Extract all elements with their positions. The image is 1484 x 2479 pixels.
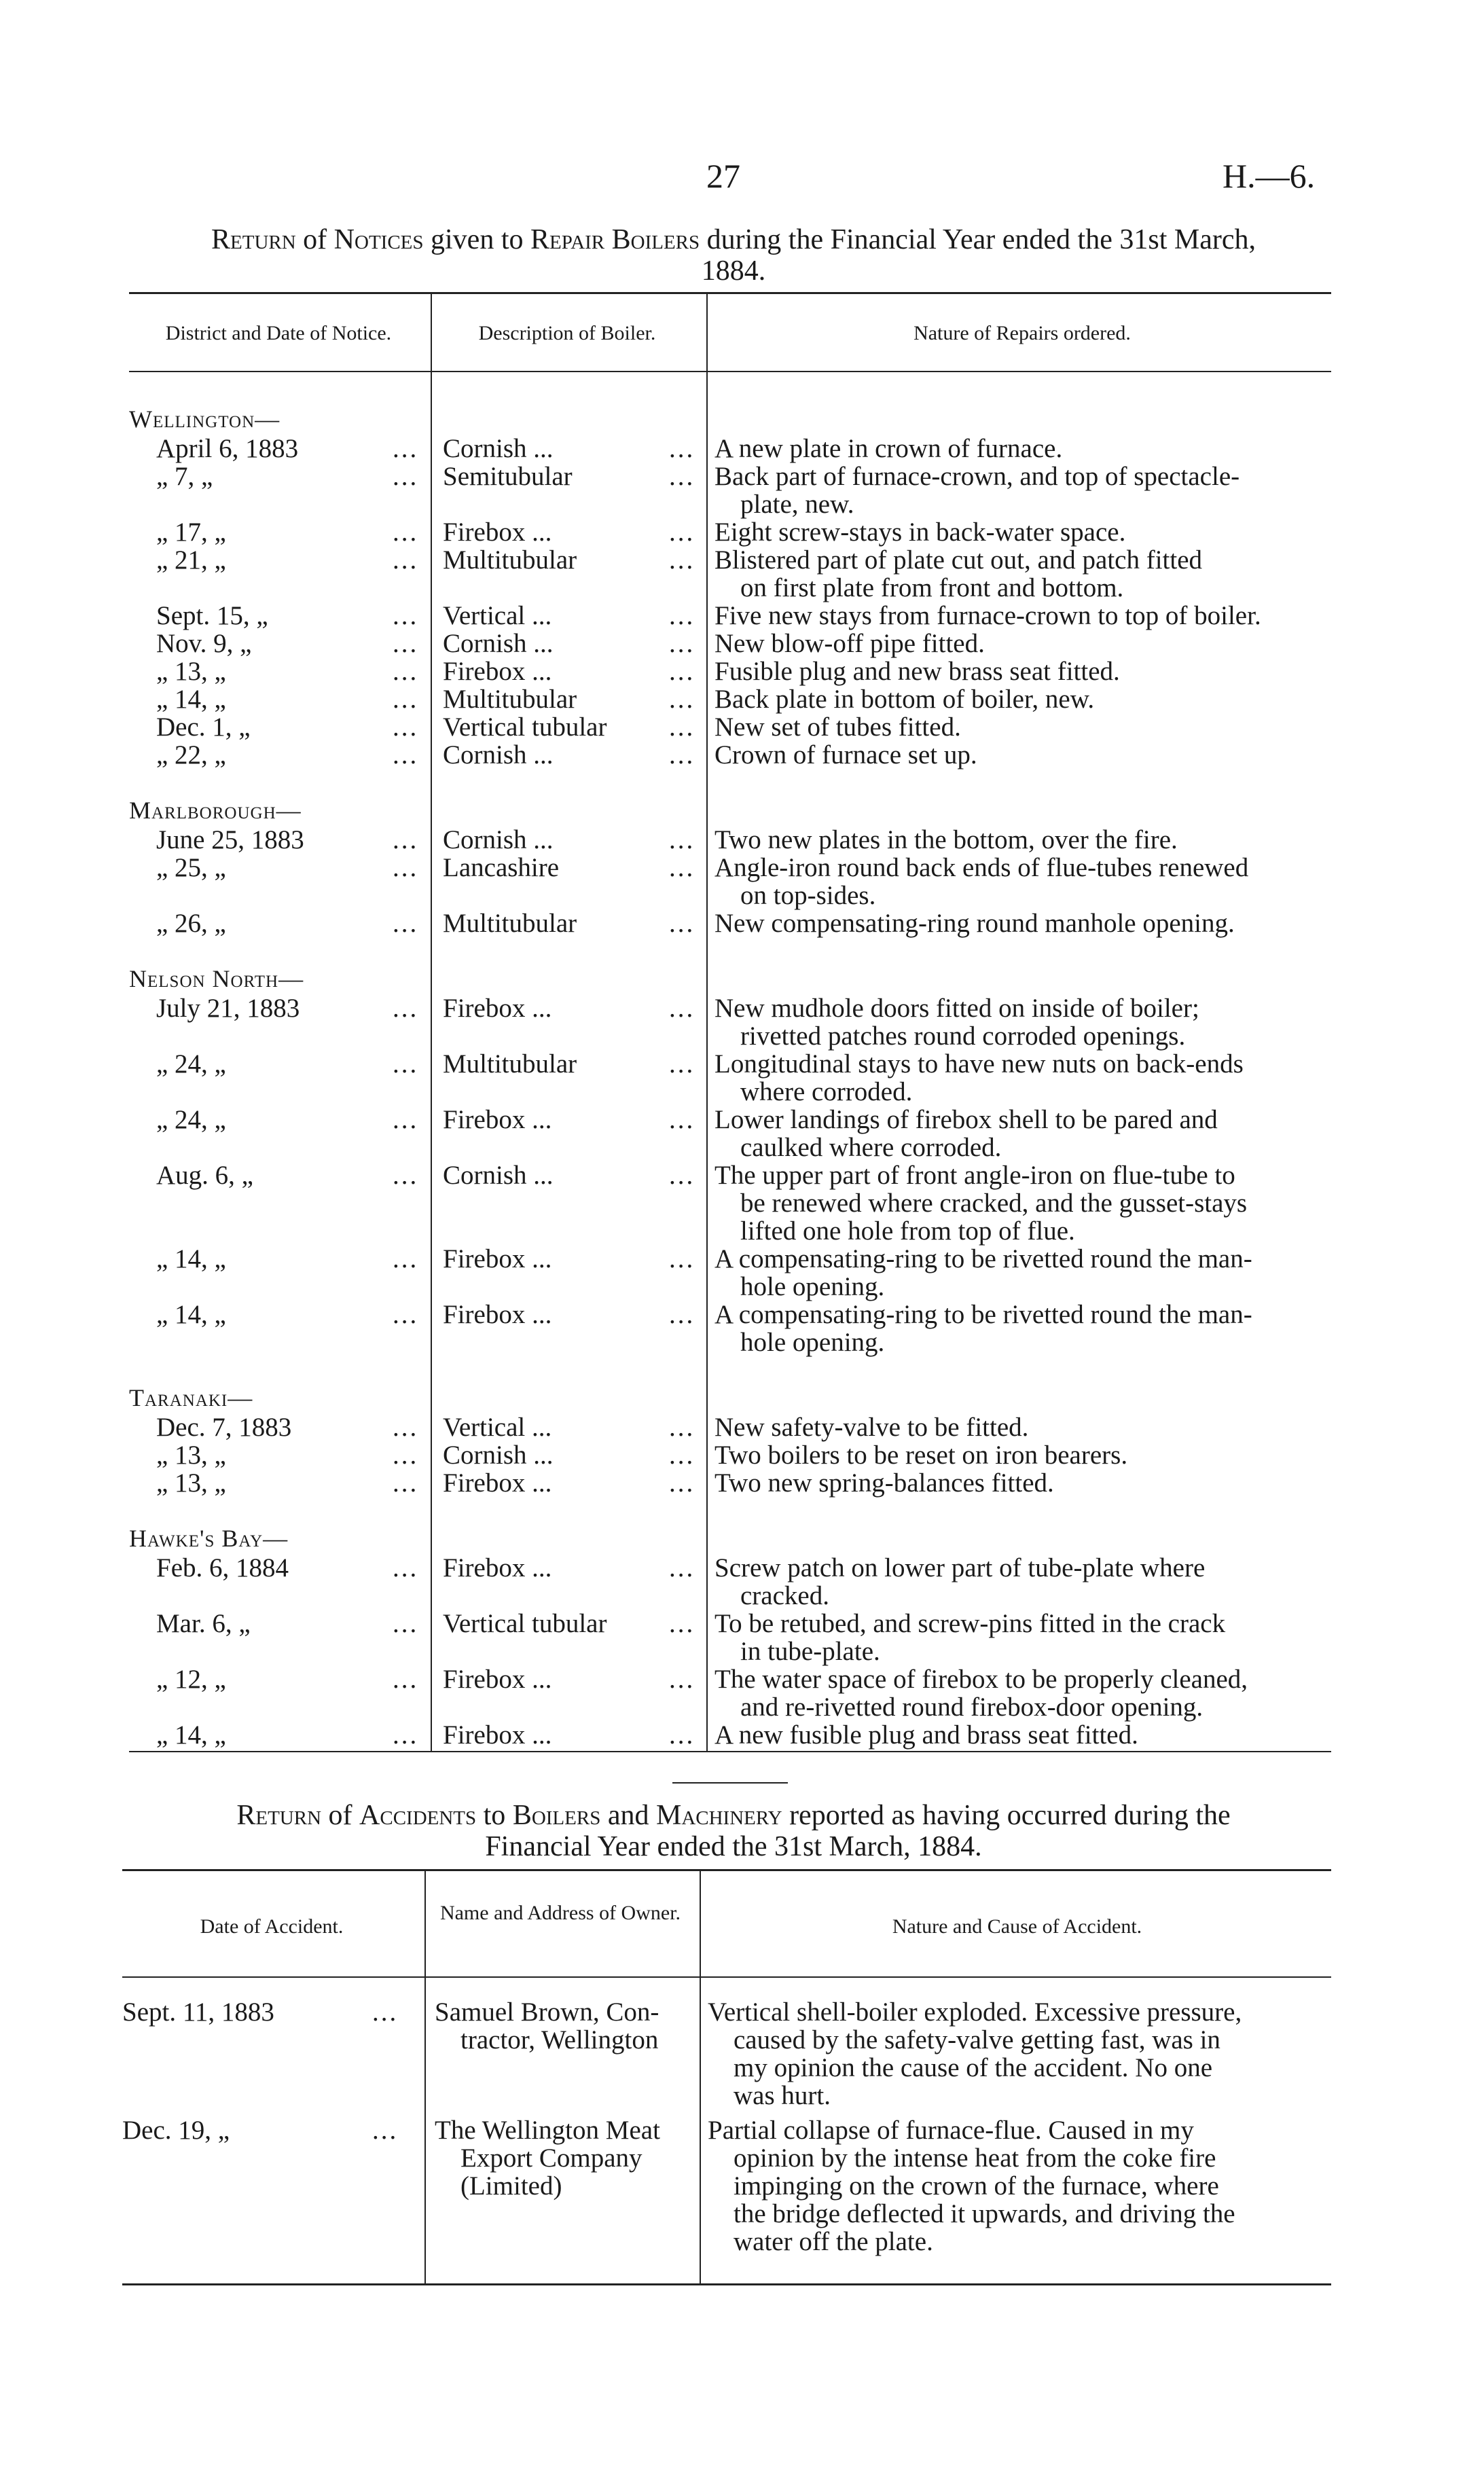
leader-dots: ... xyxy=(393,545,419,575)
repair-text-line: hole opening. xyxy=(740,1272,885,1301)
boiler-type: Multitubular xyxy=(443,545,577,575)
leader-dots: ... xyxy=(393,1049,419,1079)
notice-date: July 21, 1883 xyxy=(156,994,300,1023)
repair-description xyxy=(714,657,1331,685)
repair-description xyxy=(714,1610,1331,1665)
notice-date: „ 17, „ xyxy=(156,518,226,547)
notice-date: „ 25, „ xyxy=(156,853,226,882)
repair-description xyxy=(714,1721,1331,1749)
repair-description xyxy=(714,854,1331,909)
title-year: 1884. xyxy=(701,255,766,287)
repair-text-line: in tube-plate. xyxy=(740,1637,880,1666)
boiler-type: Multitubular xyxy=(443,909,577,938)
cause-text-line: caused by the safety-valve getting fast, was in xyxy=(734,2025,1220,2055)
owner-text-line: tractor, Wellington xyxy=(460,2025,659,2055)
repair-text-line: Blistered part of plate cut out, and patch fitted xyxy=(714,545,1203,575)
notice-date: April 6, 1883 xyxy=(156,434,299,463)
repair-text-line: Two boilers to be reset on iron bearers. xyxy=(714,1441,1128,1470)
leader-dots: ... xyxy=(669,1105,695,1134)
repair-text-line: Back plate in bottom of boiler, new. xyxy=(714,685,1095,714)
leader-dots: ... xyxy=(393,1609,419,1638)
notice-date: Sept. 15, „ xyxy=(156,601,268,630)
leader-dots: ... xyxy=(669,853,695,882)
notice-date: „ 13, „ xyxy=(156,1441,226,1470)
boiler-type: Firebox ... xyxy=(443,1300,552,1329)
repair-description xyxy=(714,1554,1331,1610)
cause-text-line: was hurt. xyxy=(734,2081,831,2110)
leader-dots: ... xyxy=(393,853,419,882)
leader-dots: ... xyxy=(393,1244,419,1273)
col-header-repairs: Nature of Repairs ordered. xyxy=(913,322,1131,344)
repair-text-line: Eight screw-stays in back-water space. xyxy=(714,518,1126,547)
leader-dots: ... xyxy=(669,825,695,854)
owner-name-address xyxy=(435,1998,696,2054)
column-divider xyxy=(706,292,708,1752)
title-word: to xyxy=(476,1800,513,1831)
leader-dots: ... xyxy=(669,601,695,630)
repair-text-line: Back part of furnace-crown, and top of spectacle- xyxy=(714,462,1240,491)
repair-description xyxy=(714,546,1331,602)
repair-text-line: New safety-valve to be fitted. xyxy=(714,1413,1029,1442)
title-word: Accidents xyxy=(359,1800,477,1831)
repair-text-line: Five new stays from furnace-crown to top of boiler. xyxy=(714,601,1261,630)
cause-text-line: my opinion the cause of the accident. No one xyxy=(734,2053,1213,2082)
owner-text-line: Export Company xyxy=(460,2143,643,2173)
leader-dots: ... xyxy=(669,1049,695,1079)
title-word: Return xyxy=(236,1800,322,1831)
acc-header-rule xyxy=(122,1976,1331,1978)
cause-text-line: opinion by the intense heat from the coke fire xyxy=(734,2143,1216,2173)
column-divider xyxy=(700,1869,701,2283)
district-heading: Marlborough— xyxy=(129,797,302,824)
leader-dots: ... xyxy=(669,685,695,714)
boiler-type: Semitubular xyxy=(443,462,573,491)
repair-description xyxy=(714,1106,1331,1161)
repair-description xyxy=(714,1469,1331,1497)
notice-date: „ 14, „ xyxy=(156,685,226,714)
notice-date: „ 24, „ xyxy=(156,1105,226,1134)
boiler-type: Cornish ... xyxy=(443,1441,554,1470)
repair-description xyxy=(714,1161,1331,1245)
leader-dots: ... xyxy=(669,1553,695,1582)
leader-dots: ... xyxy=(669,545,695,575)
boiler-type: Firebox ... xyxy=(443,1105,552,1134)
repair-description xyxy=(714,602,1331,630)
leader-dots: ... xyxy=(669,462,695,491)
repair-description xyxy=(714,1441,1331,1469)
col-header-date: District and Date of Notice. xyxy=(165,322,392,344)
title-subline: Financial Year ended the 31st March, 1884. xyxy=(485,1831,982,1862)
notice-date: „ 13, „ xyxy=(156,1468,226,1498)
boiler-type: Firebox ... xyxy=(443,1665,552,1694)
leader-dots: ... xyxy=(669,1413,695,1442)
leader-dots: ... xyxy=(393,1105,419,1134)
title-word: of xyxy=(295,224,334,255)
repair-text-line: The water space of firebox to be properly cleaned, xyxy=(714,1665,1248,1694)
boiler-type: Cornish ... xyxy=(443,740,554,770)
table-bottom-rule xyxy=(129,1751,1331,1752)
leader-dots: ... xyxy=(393,518,419,547)
district-heading: Taranaki— xyxy=(129,1384,253,1411)
leader-dots: ... xyxy=(393,657,419,686)
boiler-type: Lancashire xyxy=(443,853,560,882)
repair-description xyxy=(714,463,1331,518)
leader-dots: ... xyxy=(393,629,419,658)
repair-text-line: where corroded. xyxy=(740,1077,913,1106)
title-word: Notices xyxy=(333,224,424,255)
title-word: Boilers xyxy=(512,1800,601,1831)
accident-cause xyxy=(708,1998,1331,2110)
notice-date: Dec. 7, 1883 xyxy=(156,1413,292,1442)
title-word: of xyxy=(321,1800,360,1831)
title-word: Machinery xyxy=(655,1800,782,1831)
accident-date: Sept. 11, 1883 xyxy=(122,1997,274,2027)
repair-description xyxy=(714,994,1331,1050)
leader-dots: ... xyxy=(393,1665,419,1694)
leader-dots: ... xyxy=(669,434,695,463)
leader-dots: ... xyxy=(393,1413,419,1442)
repair-text-line: New blow-off pipe fitted. xyxy=(714,629,985,658)
leader-dots: ... xyxy=(669,629,695,658)
district-heading: Wellington— xyxy=(129,405,280,433)
boiler-type: Multitubular xyxy=(443,685,577,714)
boiler-type: Vertical tubular xyxy=(443,1609,607,1638)
repair-text-line: on first plate from front and bottom. xyxy=(740,573,1124,602)
leader-dots: ... xyxy=(393,712,419,742)
repair-text-line: A compensating-ring to be rivetted round the man- xyxy=(714,1244,1252,1273)
notice-date: „ 21, „ xyxy=(156,545,226,575)
repair-text-line: rivetted patches round corroded openings. xyxy=(740,1021,1186,1051)
boiler-type: Vertical ... xyxy=(443,1413,552,1442)
leader-dots: ... xyxy=(393,1468,419,1498)
repair-description xyxy=(714,1665,1331,1721)
cause-text-line: water off the plate. xyxy=(734,2227,933,2256)
owner-name-address xyxy=(435,2116,696,2200)
repair-text-line: To be retubed, and screw-pins fitted in the crack xyxy=(714,1609,1226,1638)
column-divider xyxy=(431,292,432,1752)
col-header-boiler: Description of Boiler. xyxy=(478,322,656,344)
repair-description xyxy=(714,741,1331,769)
notice-date: Dec. 1, „ xyxy=(156,712,251,742)
title-word: Repair Boilers xyxy=(530,224,700,255)
leader-dots: ... xyxy=(669,1300,695,1329)
title-word: during the Financial Year ended the 31st March, xyxy=(700,224,1256,255)
document-reference: H.—6. xyxy=(1223,157,1316,195)
notice-date: „ 14, „ xyxy=(156,1720,226,1750)
repair-description xyxy=(714,1301,1331,1356)
repair-text-line: A new fusible plug and brass seat fitted. xyxy=(714,1720,1138,1750)
notice-date: „ 14, „ xyxy=(156,1244,226,1273)
cause-text-line: Partial collapse of furnace-flue. Caused in my xyxy=(708,2116,1194,2145)
title-word: and xyxy=(600,1800,656,1831)
district-heading: Hawke's Bay— xyxy=(129,1525,289,1552)
cause-text-line: Vertical shell-boiler exploded. Excessive pressure, xyxy=(708,1997,1242,2027)
repair-description xyxy=(714,1245,1331,1301)
repair-text-line: New set of tubes fitted. xyxy=(714,712,961,742)
repair-text-line: The upper part of front angle-iron on flue-tube to xyxy=(714,1161,1235,1190)
repair-text-line: Fusible plug and new brass seat fitted. xyxy=(714,657,1120,686)
notice-date: „ 7, „ xyxy=(156,462,213,491)
boiler-type: Firebox ... xyxy=(443,1553,552,1582)
accident-cause xyxy=(708,2116,1331,2256)
notice-date: „ 26, „ xyxy=(156,909,226,938)
leader-dots: ... xyxy=(393,434,419,463)
repair-description xyxy=(714,826,1331,854)
cause-text-line: the bridge deflected it upwards, and driving the xyxy=(734,2199,1235,2228)
notice-date: Aug. 6, „ xyxy=(156,1161,253,1190)
repair-text-line: Two new plates in the bottom, over the fire. xyxy=(714,825,1178,854)
leader-dots: ... xyxy=(372,1997,399,2027)
repair-description xyxy=(714,1413,1331,1441)
notice-date: „ 22, „ xyxy=(156,740,226,770)
repair-text-line: cracked. xyxy=(740,1581,829,1610)
repair-text-line: be renewed where cracked, and the gusset-stays xyxy=(740,1189,1248,1218)
notice-date: „ 12, „ xyxy=(156,1665,226,1694)
notice-date: „ 13, „ xyxy=(156,657,226,686)
owner-text-line: (Limited) xyxy=(460,2171,562,2201)
leader-dots: ... xyxy=(393,1553,419,1582)
acc-header-cause: Nature and Cause of Accident. xyxy=(892,1915,1142,1938)
boiler-type: Firebox ... xyxy=(443,518,552,547)
leader-dots: ... xyxy=(669,518,695,547)
cause-text-line: impinging on the crown of the furnace, where xyxy=(734,2171,1219,2201)
repair-text-line: Two new spring-balances fitted. xyxy=(714,1468,1054,1498)
page-number: 27 xyxy=(706,157,740,195)
leader-dots: ... xyxy=(669,909,695,938)
leader-dots: ... xyxy=(372,2116,399,2145)
accident-date: Dec. 19, „ xyxy=(122,2116,230,2145)
boiler-type: Multitubular xyxy=(443,1049,577,1079)
leader-dots: ... xyxy=(393,1300,419,1329)
leader-dots: ... xyxy=(393,1441,419,1470)
boiler-type: Firebox ... xyxy=(443,1244,552,1273)
leader-dots: ... xyxy=(393,740,419,770)
repair-description xyxy=(714,518,1331,546)
repair-description xyxy=(714,909,1331,937)
boiler-type: Vertical tubular xyxy=(443,712,607,742)
repair-text-line: Longitudinal stays to have new nuts on back-ends xyxy=(714,1049,1244,1079)
leader-dots: ... xyxy=(669,1609,695,1638)
table-top-rule xyxy=(129,292,1331,294)
repair-text-line: A new plate in crown of furnace. xyxy=(714,434,1063,463)
acc-header-owner: Name and Address of Owner. xyxy=(439,1902,681,1924)
repair-description xyxy=(714,630,1331,657)
leader-dots: ... xyxy=(393,909,419,938)
repair-text-line: New mudhole doors fitted on inside of boiler; xyxy=(714,994,1199,1023)
accidents-title xyxy=(129,1800,1338,1862)
owner-text-line: Samuel Brown, Con- xyxy=(435,1997,659,2027)
repair-description xyxy=(714,713,1331,741)
leader-dots: ... xyxy=(669,712,695,742)
leader-dots: ... xyxy=(669,1665,695,1694)
repair-text-line: on top-sides. xyxy=(740,881,876,910)
leader-dots: ... xyxy=(393,825,419,854)
repairs-title xyxy=(129,224,1338,287)
leader-dots: ... xyxy=(393,462,419,491)
boiler-type: Firebox ... xyxy=(443,1720,552,1750)
notice-date: June 25, 1883 xyxy=(156,825,304,854)
repair-description xyxy=(714,685,1331,713)
repair-text-line: caulked where corroded. xyxy=(740,1133,1002,1162)
title-word: given to xyxy=(423,224,530,255)
leader-dots: ... xyxy=(669,657,695,686)
section-divider xyxy=(672,1782,788,1784)
repair-description xyxy=(714,435,1331,463)
title-word: reported as having occurred during the xyxy=(782,1800,1231,1831)
boiler-type: Cornish ... xyxy=(443,825,554,854)
leader-dots: ... xyxy=(393,1720,419,1750)
leader-dots: ... xyxy=(669,1468,695,1498)
title-word: Return xyxy=(211,224,296,255)
boiler-type: Firebox ... xyxy=(443,994,552,1023)
repair-text-line: lifted one hole from top of flue. xyxy=(740,1216,1075,1246)
boiler-type: Cornish ... xyxy=(443,629,554,658)
acc-header-date: Date of Accident. xyxy=(200,1915,344,1938)
column-divider xyxy=(424,1869,426,2283)
leader-dots: ... xyxy=(669,994,695,1023)
boiler-type: Vertical ... xyxy=(443,601,552,630)
notice-date: „ 24, „ xyxy=(156,1049,226,1079)
repair-text-line: and re-rivetted round firebox-door opening. xyxy=(740,1693,1204,1722)
repair-text-line: Angle-iron round back ends of flue-tubes renewed xyxy=(714,853,1249,882)
leader-dots: ... xyxy=(393,1161,419,1190)
leader-dots: ... xyxy=(393,994,419,1023)
repair-text-line: Crown of furnace set up. xyxy=(714,740,977,770)
repair-text-line: hole opening. xyxy=(740,1328,885,1357)
boiler-type: Cornish ... xyxy=(443,434,554,463)
repair-text-line: New compensating-ring round manhole opening. xyxy=(714,909,1235,938)
boiler-type: Firebox ... xyxy=(443,1468,552,1498)
header-bottom-rule xyxy=(129,371,1331,372)
leader-dots: ... xyxy=(669,1161,695,1190)
notice-date: Nov. 9, „ xyxy=(156,629,252,658)
leader-dots: ... xyxy=(393,685,419,714)
owner-text-line: The Wellington Meat xyxy=(435,2116,660,2145)
district-heading: Nelson North— xyxy=(129,965,304,992)
leader-dots: ... xyxy=(669,1244,695,1273)
boiler-type: Cornish ... xyxy=(443,1161,554,1190)
notice-date: Mar. 6, „ xyxy=(156,1609,251,1638)
repair-text-line: Lower landings of firebox shell to be pared and xyxy=(714,1105,1218,1134)
boiler-type: Firebox ... xyxy=(443,657,552,686)
notice-date: „ 14, „ xyxy=(156,1300,226,1329)
leader-dots: ... xyxy=(669,1720,695,1750)
repair-text-line: Screw patch on lower part of tube-plate where xyxy=(714,1553,1206,1582)
repair-text-line: A compensating-ring to be rivetted round the man- xyxy=(714,1300,1252,1329)
repair-description xyxy=(714,1050,1331,1106)
accidents-bottom-rule xyxy=(122,2283,1331,2285)
accidents-top-rule xyxy=(122,1869,1331,1871)
leader-dots: ... xyxy=(669,1441,695,1470)
leader-dots: ... xyxy=(393,601,419,630)
repair-text-line: plate, new. xyxy=(740,490,854,519)
notice-date: Feb. 6, 1884 xyxy=(156,1553,289,1582)
leader-dots: ... xyxy=(669,740,695,770)
